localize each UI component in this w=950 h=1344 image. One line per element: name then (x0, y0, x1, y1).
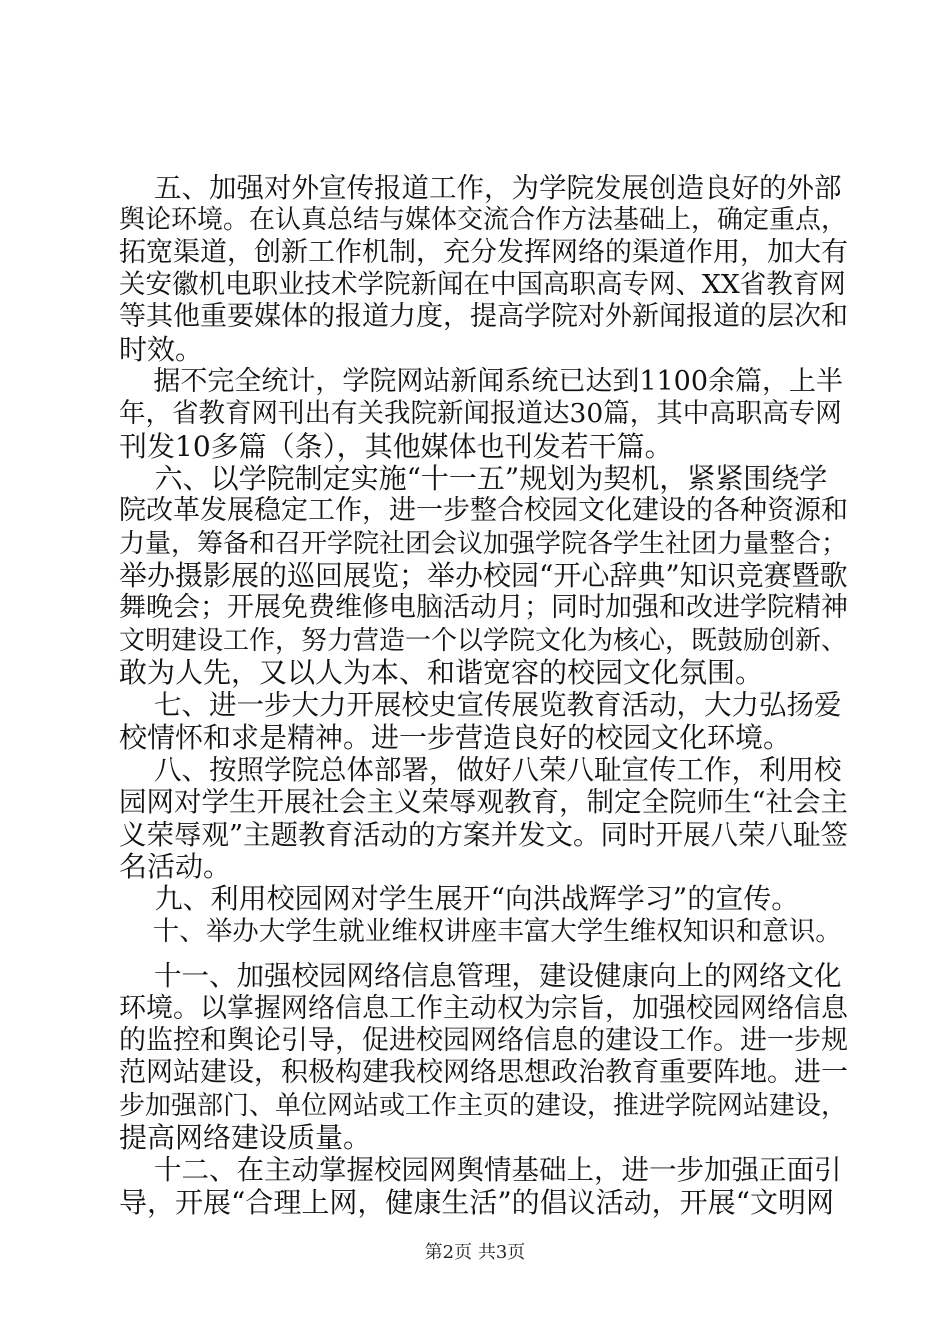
paragraph-line: 六、以学院制定实施“十一五”规划为契机，紧紧围绕学 (119, 462, 828, 495)
paragraph-line: 园网对学生开展社会主义荣辱观教育，制定全院师生“社会主 (119, 786, 849, 818)
paragraph-line: 校情怀和求是精神。进一步营造良好的校园文化环境。 (119, 721, 792, 754)
paragraph-line: 拓宽渠道，创新工作机制，充分发挥网络的渠道作用，加大有 (119, 237, 848, 268)
paragraph-line: 名活动。 (119, 850, 232, 883)
paragraph-line: 七、进一步大力开展校史宣传展览教育活动，大力弘扬爱 (119, 689, 842, 721)
paragraph-line: 年，省教育网刊出有关我院新闻报道达30篇，其中高职高专网 (119, 398, 842, 429)
paragraph-line: 院改革发展稳定工作，进一步整合校园文化建设的各种资源和 (119, 495, 848, 526)
paragraph-line: 八、按照学院总体部署，做好八荣八耻宣传工作，利用校 (119, 754, 842, 786)
paragraph-line: 举办摄影展的巡回展览；举办校园“开心辞典”知识竞赛暨歌 (119, 559, 848, 592)
paragraph-line: 关安徽机电职业技术学院新闻在中国高职高专网、XX省教育网 (119, 269, 846, 300)
paragraph-line: 力量，筹备和召开学院社团会议加强学院各学生社团力量整合； (119, 529, 848, 559)
paragraph-line: 舆论环境。在认真总结与媒体交流合作方法基础上，确定重点， (119, 205, 848, 235)
paragraph-line: 五、加强对外宣传报道工作，为学院发展创造良好的外部 (119, 172, 842, 204)
page-number-footer: 第2页 共3页 (424, 1242, 526, 1263)
paragraph-line: 十二、在主动掌握校园网舆情基础上，进一步加强正面引 (119, 1154, 842, 1186)
paragraph-line: 十、举办大学生就业维权讲座丰富大学生维权知识和意识。 (119, 916, 842, 947)
paragraph-line: 敢为人先，又以人为本、和谐宽容的校园文化氛围。 (119, 656, 764, 689)
paragraph-line: 步加强部门、单位网站或工作主页的建设，推进学院网站建设， (119, 1091, 848, 1121)
paragraph-line: 十一、加强校园网络信息管理，建设健康向上的网络文化 (119, 960, 842, 992)
paragraph-line: 等其他重要媒体的报道力度，提高学院对外新闻报道的层次和 (119, 301, 848, 332)
paragraph-line: 导，开展“合理上网，健康生活”的倡议活动，开展“文明网 (119, 1186, 834, 1219)
paragraph-line: 的监控和舆论引导，促进校园网络信息的建设工作。进一步规 (119, 1025, 848, 1056)
paragraph-line: 范网站建设，积极构建我校网络思想政治教育重要阵地。进一 (119, 1057, 848, 1088)
paragraph-line: 提高网络建设质量。 (119, 1121, 372, 1154)
paragraph-line: 舞晚会；开展免费维修电脑活动月；同时加强和改进学院精神 (119, 592, 848, 623)
paragraph-line: 义荣辱观”主题教育活动的方案并发文。同时开展八荣八耻签 (119, 819, 849, 851)
paragraph-line: 九、利用校园网对学生展开“向洪战辉学习”的宣传。 (119, 882, 800, 915)
paragraph-line: 环境。以掌握网络信息工作主动权为宗旨，加强校园网络信息 (119, 993, 848, 1024)
paragraph-line: 文明建设工作，努力营造一个以学院文化为核心，既鼓励创新、 (119, 626, 848, 656)
paragraph-line: 据不完全统计，学院网站新闻系统已达到1100余篇，上半 (119, 366, 844, 397)
paragraph-line: 时效。 (119, 333, 204, 366)
paragraph-line: 刊发10多篇（条），其他媒体也刊发若干篇。 (119, 430, 673, 463)
